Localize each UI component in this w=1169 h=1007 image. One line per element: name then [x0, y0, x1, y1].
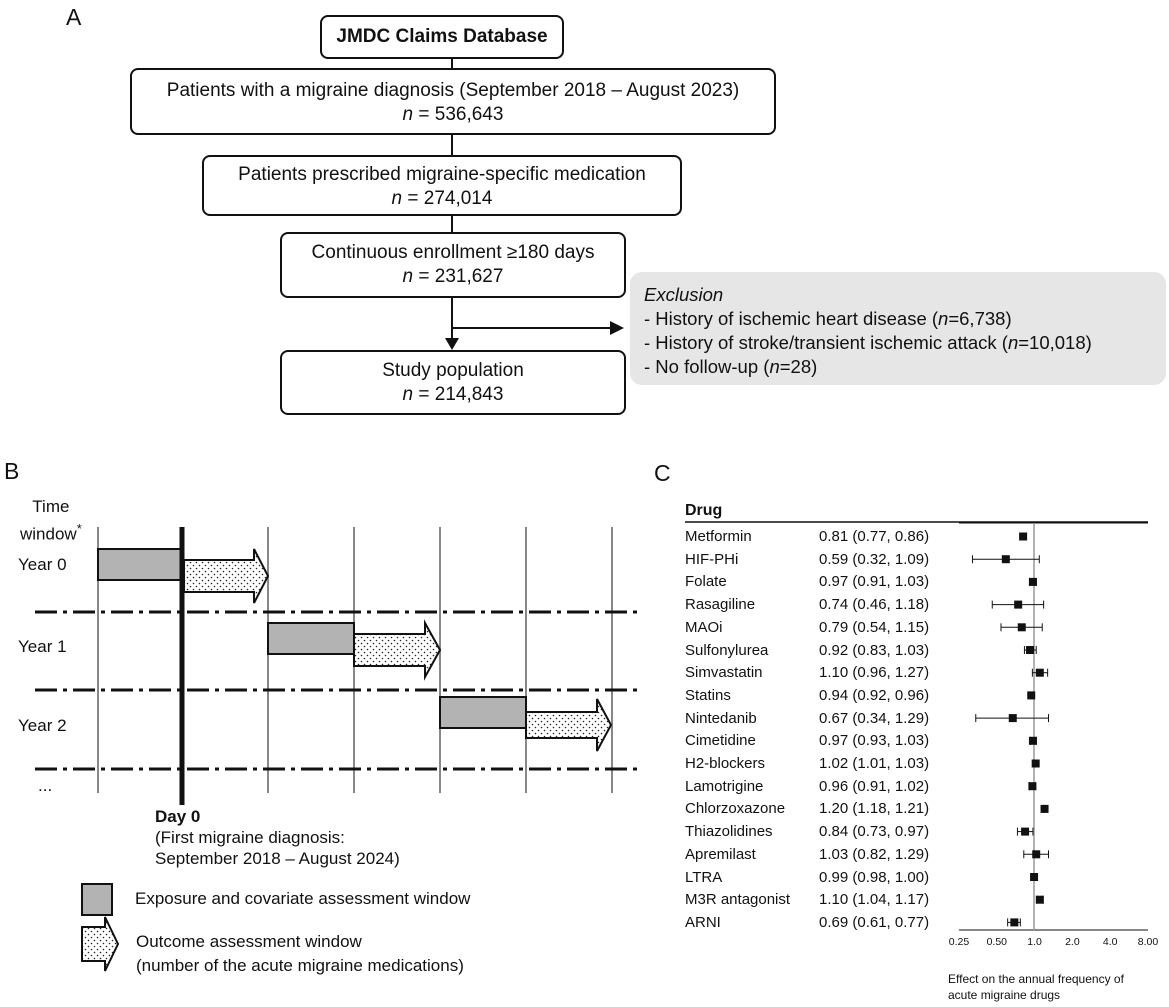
- row-label-year0: Year 0: [18, 555, 67, 574]
- exposure-window-year0: [98, 549, 182, 580]
- estimate-point-arni: [1010, 918, 1018, 926]
- x-tick-label: 0.50: [986, 936, 1008, 948]
- estimate-point-ltra: [1030, 873, 1038, 881]
- x-tick-label: 0.25: [948, 936, 970, 948]
- exposure-window-year2: [440, 697, 526, 728]
- migraine-medication-box: [202, 155, 682, 216]
- step4-label: Study population: [382, 360, 524, 381]
- panel-b-label: B: [4, 458, 20, 484]
- estimate-point-simvastatin: [1036, 669, 1044, 677]
- drug-estimate-ci: 1.03 (0.82, 1.29): [819, 845, 930, 863]
- drug-name: Metformin: [685, 528, 752, 545]
- exclusion-title: Exclusion: [644, 284, 724, 305]
- exposure-window-year1: [268, 623, 354, 654]
- legend-outcome-sublabel: (number of the acute migraine medications): [136, 956, 464, 975]
- estimate-point-rasagiline: [1014, 601, 1022, 609]
- drug-estimate-ci: 0.97 (0.93, 1.03): [819, 732, 930, 750]
- drug-name: ARNI: [685, 913, 721, 931]
- source-database-box: [320, 15, 564, 59]
- estimate-point-folate: [1029, 578, 1037, 586]
- x-tick-label: 8.00: [1137, 936, 1159, 948]
- row-label-year1: Year 1: [18, 637, 67, 656]
- day0-label: Day 0: [155, 807, 201, 826]
- drug-estimate-ci: 0.69 (0.61, 0.77): [819, 913, 930, 931]
- exclusion-item-no-follow-up: - No follow-up (n=28): [644, 356, 818, 377]
- drug-name: HIF-PHi: [685, 550, 739, 568]
- drug-estimate-ci: 0.59 (0.32, 1.09): [819, 550, 930, 568]
- drug-name: Thiazolidines: [685, 823, 773, 841]
- drug-name: Sulfonylurea: [685, 641, 769, 659]
- estimate-point-maoi: [1018, 623, 1026, 631]
- drug-estimate-ci: 0.84 (0.73, 0.97): [819, 823, 930, 841]
- estimate-point-cimetidine: [1029, 737, 1037, 745]
- step4-count: n = 214,843: [402, 384, 504, 405]
- exclusion-item-stroke: - History of stroke/transient ischemic attack (n=10,018): [644, 332, 1092, 353]
- drug-estimate-ci: 1.10 (1.04, 1.17): [819, 891, 930, 909]
- drug-name: MAOi: [685, 618, 723, 636]
- legend-exposure-label: Exposure and covariate assessment window: [135, 889, 471, 908]
- time-window-label: Time window*: [20, 497, 82, 544]
- estimate-point-metformin: [1019, 533, 1027, 541]
- estimate-point-statins: [1027, 691, 1035, 699]
- drug-estimate-ci: 0.94 (0.92, 0.96): [819, 686, 930, 704]
- estimate-point-chlorzoxazone: [1041, 805, 1049, 813]
- row-label-more: ...: [38, 776, 53, 795]
- drug-estimate-ci: 1.10 (0.96, 1.27): [819, 664, 930, 682]
- x-axis-label: Effect on the annual frequency of acute migraine drugs: [948, 972, 1124, 1002]
- step1-label: Patients with a migraine diagnosis (September 2018 – August 2023): [166, 80, 740, 101]
- estimate-point-nintedanib: [1009, 714, 1017, 722]
- day0-note-line2: September 2018 – August 2024): [155, 849, 400, 868]
- drug-name: Nintedanib: [685, 709, 757, 727]
- estimate-point-thiazolidines: [1021, 828, 1029, 836]
- exclusion-box: [630, 272, 1166, 385]
- drug-estimate-ci: 0.81 (0.77, 0.86): [819, 528, 930, 545]
- x-tick-label: 1.0: [1027, 936, 1042, 948]
- estimate-point-lamotrigine: [1028, 782, 1036, 790]
- drug-name: Chlorzoxazone: [685, 800, 786, 818]
- drug-estimate-ci: 0.74 (0.46, 1.18): [819, 596, 930, 614]
- day0-note-line1: (First migraine diagnosis:: [155, 828, 345, 847]
- drug-name: LTRA: [685, 868, 723, 886]
- step3-label: Continuous enrollment ≥180 days: [311, 242, 595, 263]
- drug-name: H2-blockers: [685, 755, 766, 772]
- drug-estimate-ci: 0.79 (0.54, 1.15): [819, 618, 930, 636]
- exclusion-item-ischemic-heart: - History of ischemic heart disease (n=6,738): [644, 308, 1012, 329]
- drug-name: Folate: [685, 573, 727, 591]
- outcome-window-year1: [354, 623, 440, 677]
- drug-name: Lamotrigine: [685, 777, 764, 795]
- study-population-box: [280, 350, 626, 415]
- drug-estimate-ci: 0.67 (0.34, 1.29): [819, 709, 930, 727]
- drug-estimate-ci: 1.02 (1.01, 1.03): [819, 755, 930, 772]
- row-label-year2: Year 2: [18, 716, 67, 735]
- estimate-point-apremilast: [1032, 850, 1040, 858]
- drug-estimate-ci: 0.92 (0.83, 1.03): [819, 641, 930, 659]
- drug-estimate-ci: 0.96 (0.91, 1.02): [819, 777, 930, 795]
- outcome-window-year2: [526, 699, 611, 751]
- step1-count: n = 536,643: [402, 104, 504, 125]
- source-database-label: JMDC Claims Database: [336, 26, 548, 47]
- drug-name: Cimetidine: [685, 732, 756, 750]
- drug-name: Statins: [685, 686, 731, 704]
- drug-estimate-ci: 0.97 (0.91, 1.03): [819, 573, 930, 591]
- legend-outcome-label: Outcome assessment window: [136, 932, 362, 951]
- drug-column-header: Drug: [685, 502, 723, 519]
- panel-a-label: A: [66, 4, 82, 30]
- x-tick-label: 2.0: [1065, 936, 1080, 948]
- estimate-point-hif-phi: [1002, 555, 1010, 563]
- drug-estimate-ci: 1.20 (1.18, 1.21): [819, 800, 930, 818]
- drug-name: M3R antagonist: [685, 891, 791, 909]
- panel-c-label: C: [654, 460, 671, 486]
- step3-count: n = 231,627: [402, 266, 504, 287]
- x-tick-label: 4.0: [1102, 936, 1118, 948]
- legend-outcome-swatch: [82, 917, 118, 971]
- drug-name: Apremilast: [685, 845, 756, 863]
- outcome-window-year0: [184, 549, 268, 603]
- step2-count: n = 274,014: [391, 188, 493, 209]
- estimate-point-sulfonylurea: [1026, 646, 1034, 654]
- forest-plot-marks: [972, 533, 1048, 927]
- continuous-enrollment-box: [280, 232, 626, 298]
- legend-exposure-swatch: [82, 884, 112, 915]
- migraine-diagnosis-box: [130, 68, 776, 135]
- estimate-point-m3r-antagonist: [1036, 896, 1044, 904]
- drug-name: Rasagiline: [685, 596, 756, 614]
- drug-estimate-ci: 0.99 (0.98, 1.00): [819, 868, 930, 886]
- step2-label: Patients prescribed migraine-specific medication: [238, 164, 646, 185]
- drug-name: Simvastatin: [685, 664, 763, 682]
- estimate-point-h2-blockers: [1032, 760, 1040, 768]
